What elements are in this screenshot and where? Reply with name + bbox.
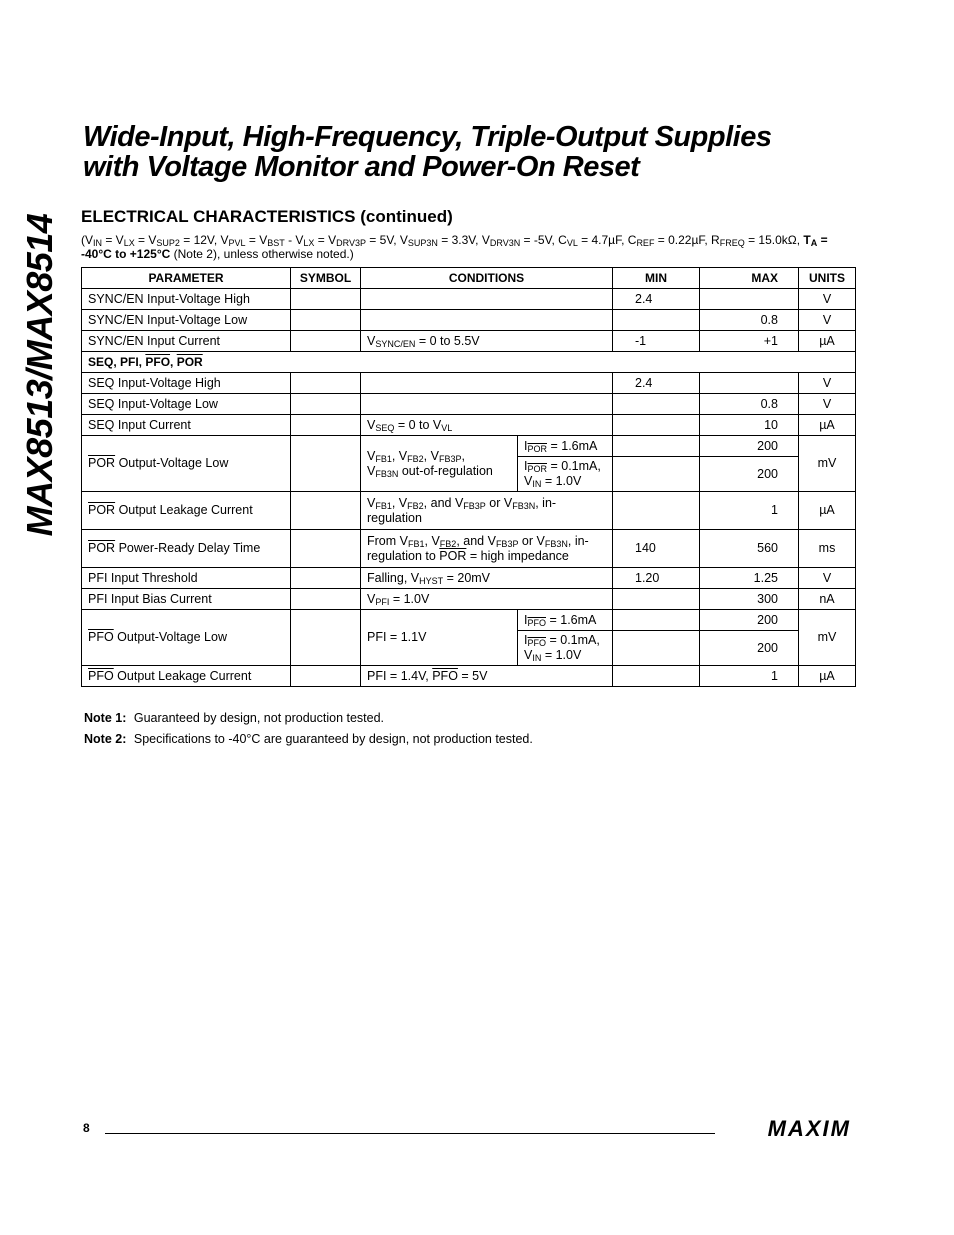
side-part-number-text: MAX8513/MAX8514 [18, 213, 60, 537]
table-row: SEQ Input-Voltage Low 0.8 V [82, 394, 856, 415]
footer-rule [105, 1133, 715, 1134]
table-row: $\overline{POR}$ Output Leakage Current $V_{FB1}$, $V_{FB2}$, and $V_{FB3P}$ or $V_{FB3N}$, in-regulation 1 µA [82, 492, 856, 530]
electrical-characteristics-table [81, 267, 856, 687]
table-row: $\overline{PFO}$ Output Leakage Current PFI = 1.4V, $\overline{PFO} = 5V$ 1 µA [82, 666, 856, 687]
table-row: SYNC/EN Input Current $V_{SYNC/EN} = 0$ to 5.5V -1 +1 µA [82, 331, 856, 352]
page-footer [83, 1116, 855, 1141]
maxim-logo: MAXIM [767, 1116, 851, 1141]
header-units: UNITS [799, 268, 856, 289]
table-row: PFI Input Threshold Falling, $V_{HYST} = 20mV$ 1.20 1.25 V [82, 568, 856, 589]
table-row: $\overline{POR}$ Output-Voltage Low $V_{FB1}$, $V_{FB2}$, $V_{FB3P}$, $V_{FB3N}$ out-of-regulation $I_{\overline{POR}} = 1.6mA$ 200 mV [82, 436, 856, 457]
table-row: $\overline{POR}$ Power-Ready Delay Time From $V_{FB1}$, $V_{FB2}$, and $V_{FB3P}$ or $V_{FB3N}$, in-regulation to $\overline{POR}$ = high impedance 140 560 ms [82, 530, 856, 568]
title-line-2: with Voltage Monitor and Power-On Reset [83, 151, 640, 183]
section-heading: ELECTRICAL CHARACTERISTICS (continued) [81, 207, 453, 226]
table-row: SEQ Input Current $V_{SEQ} = 0$ to $V_{VL}$ 10 µA [82, 415, 856, 436]
header-parameter: PARAMETER [82, 268, 291, 289]
notes [84, 711, 533, 753]
table-row: $I_{\overline{PFO}} = 0.1mA$, $V_{IN} = 1.0V$ 200 [82, 631, 856, 666]
table-row: SYNC/EN Input-Voltage Low 0.8 V [82, 310, 856, 331]
side-part-number [12, 210, 67, 540]
header-symbol: SYMBOL [291, 268, 361, 289]
table-header-row [82, 268, 856, 289]
header-conditions: CONDITIONS [361, 268, 613, 289]
title-line-1: Wide-Input, High-Frequency, Triple-Output Supplies [83, 121, 772, 153]
table-row: SEQ Input-Voltage High 2.4 V [82, 373, 856, 394]
document-title [83, 122, 883, 182]
test-conditions: ($V_{IN} = V_{LX} = V_{SUP2} = 12V$, $V_{PVL} = V_{BST} - V_{LX} = V_{DRV3P} = 5V$, $V_{SUP3N} = 3.3V$, $V_{DRV3N} = -5V$, $C_{VL} = 4.7\mu F$, $C_{REF} = 0.22\mu F$, $R_{FREQ} = 15.0k\Omega$, $T_A = -40^\circ C$ to +125°C (Note 2), unless otherwise noted.) [81, 233, 828, 261]
table-section-row: SEQ, PFI, $\overline{PFO}$, $\overline{POR}$ [82, 352, 856, 373]
header-max: MAX [700, 268, 799, 289]
note-2: Note 2: Specifications to -40°C are guaranteed by design, not production tested. [84, 732, 533, 746]
table-row: SYNC/EN Input-Voltage High 2.4 V [82, 289, 856, 310]
table-row: PFI Input Bias Current $V_{PFI} = 1.0V$ 300 nA [82, 589, 856, 610]
header-min: MIN [613, 268, 700, 289]
note-1: Note 1: Guaranteed by design, not production tested. [84, 711, 385, 725]
table-row: $I_{\overline{POR}} = 0.1mA$, $V_{IN} = 1.0V$ 200 [82, 457, 856, 492]
page-number: 8 [83, 1121, 90, 1135]
table-row: $\overline{PFO}$ Output-Voltage Low PFI = 1.1V $I_{\overline{PFO}} = 1.6mA$ 200 mV [82, 610, 856, 631]
